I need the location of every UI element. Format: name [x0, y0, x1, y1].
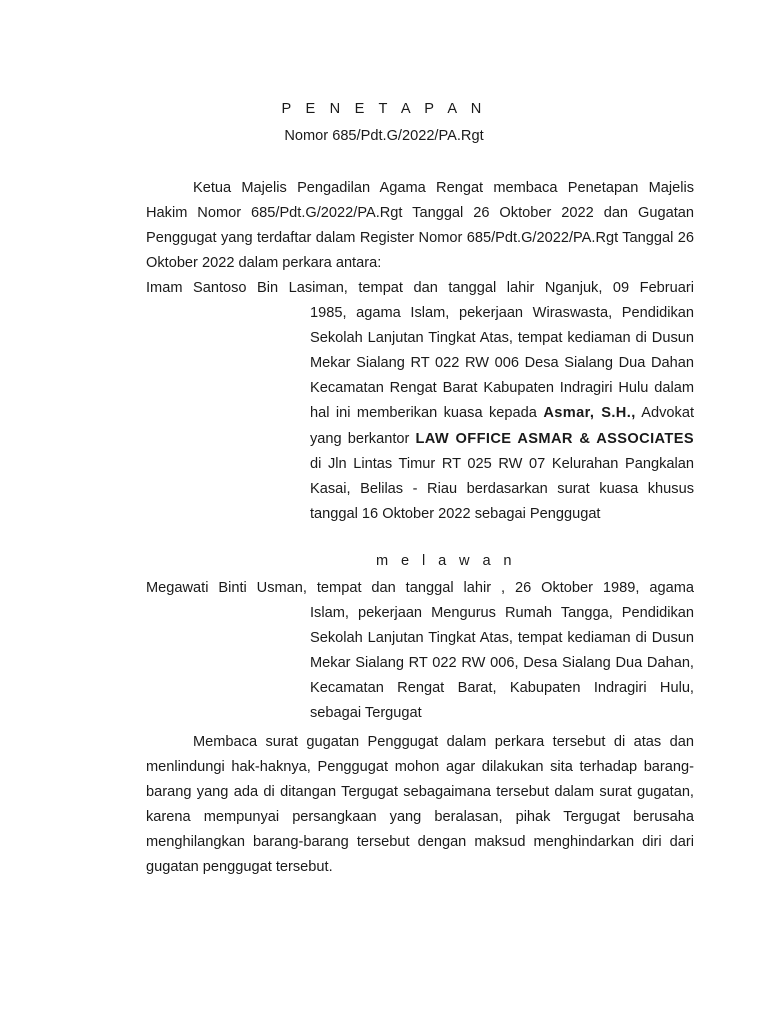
body-paragraph: Membaca surat gugatan Penggugat dalam perkara tersebut di atas dan menlindungi hak-haknya, Penggugat mohon agar dilakukan sita terhadap barang-barang yang ada di ditangan Tergugat sebagaimana tersebut dalam surat gugatan, karena mempunyai persangkaan yang beralasan, pihak Tergugat berusaha menghilangkan barang-barang tersebut dengan maksud menghindarkan diri dari gugatan penggugat tersebut. — [146, 734, 694, 876]
plaintiff-text-c: di Jln Lintas Timur RT 025 RW 07 Kelurahan Pangkalan Kasai, Belilas - Riau berdasarkan surat kuasa khusus tanggal 16 Oktober 2022 sebagai Penggugat — [310, 455, 694, 522]
intro-paragraph: Ketua Majelis Pengadilan Agama Rengat membaca Penetapan Majelis Hakim Nomor 685/Pdt.G/2022/PA.Rgt Tanggal 26 Oktober 2022 dan Gugatan Penggugat yang terdaftar dalam Register Nomor 685/Pdt.G/2022/PA.Rgt Tanggal 26 Oktober 2022 dalam perkara antara: — [146, 180, 694, 272]
lawyer-name: Asmar, S.H., — [543, 405, 636, 422]
plaintiff-text-a: 1985, agama Islam, pekerjaan Wiraswasta, Pendidikan Sekolah Lanjutan Tingkat Atas, tempat kediaman di Dusun Mekar Sialang RT 022 RW 006 Desa Sialang Dua Dahan Kecamatan Rengat Barat Kabupaten Indragiri Hulu dalam hal ini memberikan kuasa kepada — [310, 305, 694, 422]
case-number: Nomor 685/Pdt.G/2022/PA.Rgt — [284, 128, 484, 144]
law-firm-name: LAW OFFICE ASMAR & ASSOCIATES — [415, 430, 694, 447]
defendant-details: Islam, pekerjaan Mengurus Rumah Tangga, Pendidikan Sekolah Lanjutan Tingkat Atas, tempat kediaman di Dusun Mekar Sialang RT 022 RW 006, Desa Sialang Dua Dahan, Kecamatan Rengat Barat, Kabupaten Indragiri Hulu, sebagai Tergugat — [310, 605, 694, 722]
plaintiff-text-b: Advokat yang berkantor — [310, 405, 695, 447]
versus-label: m e l a w a n — [376, 553, 516, 569]
document-title: P E N E T A P A N — [281, 101, 487, 117]
plaintiff-details — [310, 301, 694, 527]
plaintiff-first-line: Imam Santoso Bin Lasiman, tempat dan tanggal lahir Nganjuk, 09 Februari — [146, 280, 694, 296]
plaintiff-block — [146, 276, 694, 527]
defendant-block — [146, 576, 694, 727]
defendant-first-line: Megawati Binti Usman, tempat dan tanggal lahir , 26 Oktober 1989, agama — [146, 580, 694, 596]
